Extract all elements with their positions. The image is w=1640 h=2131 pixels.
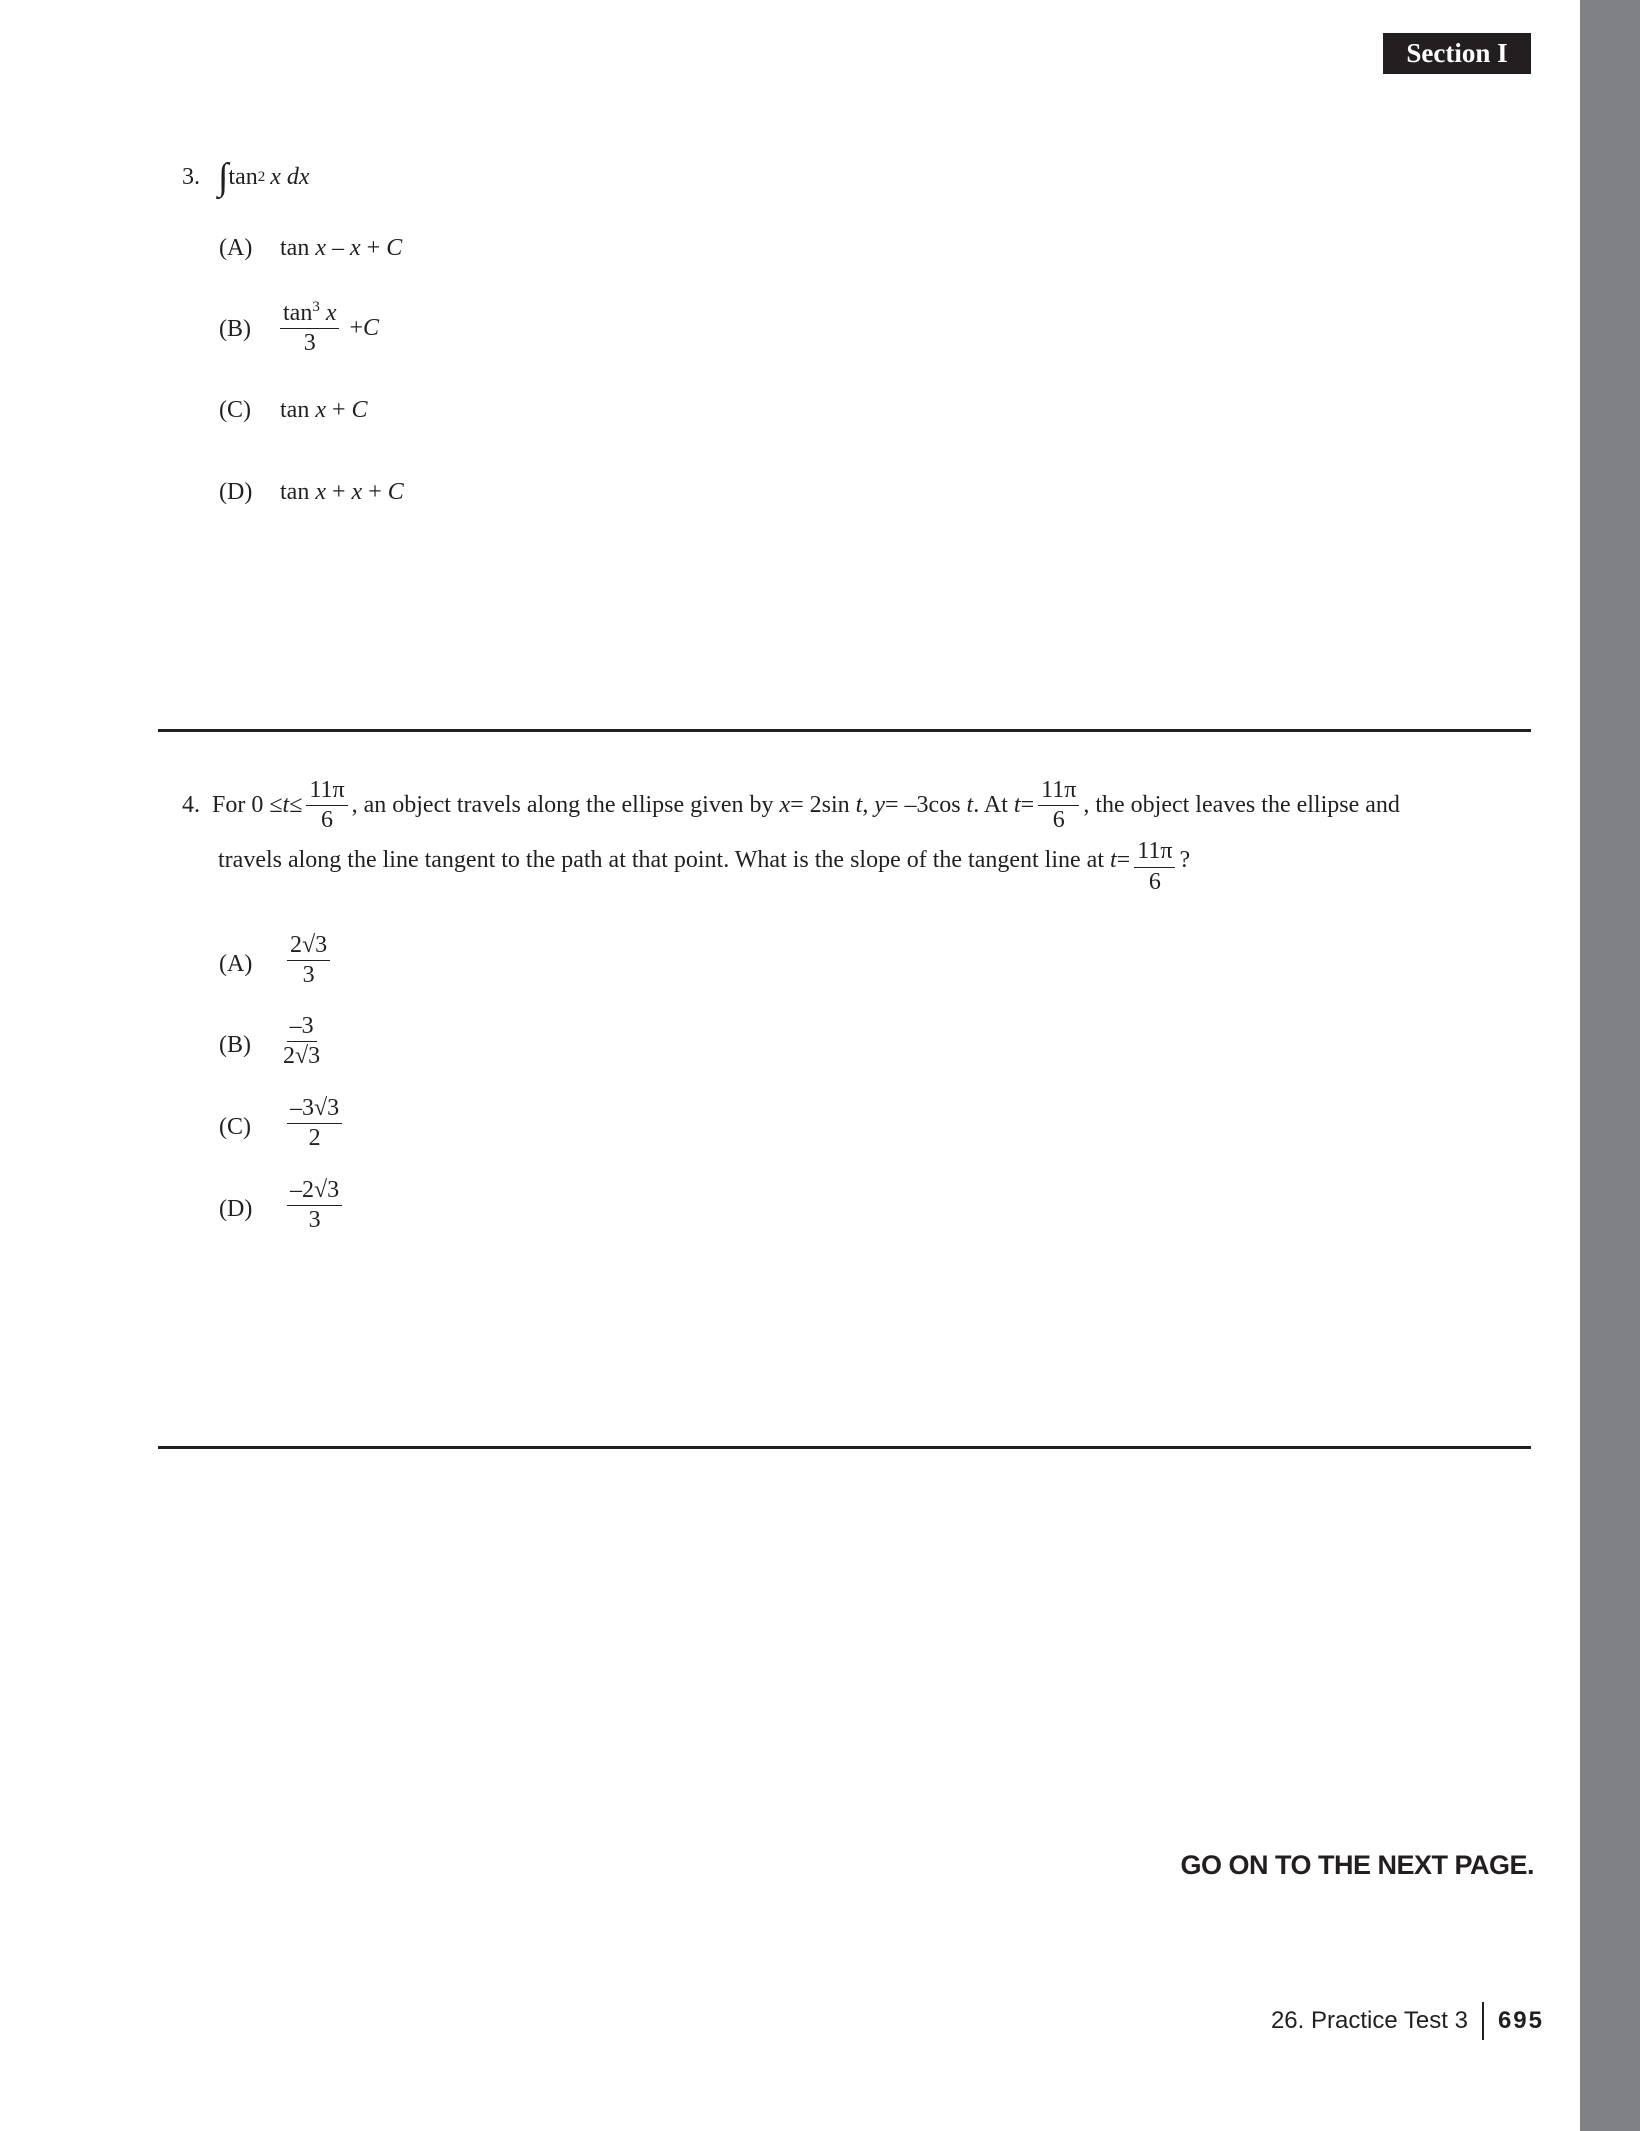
integrand: tan bbox=[228, 163, 258, 190]
option-letter: (D) bbox=[219, 479, 253, 505]
page-edge-tab bbox=[1580, 0, 1640, 2131]
option-letter: (D) bbox=[219, 1196, 253, 1222]
option-letter: (A) bbox=[219, 951, 253, 977]
question-divider bbox=[158, 729, 1531, 732]
chapter-label: 26. Practice Test 3 bbox=[1270, 2007, 1468, 2034]
go-on-notice: GO ON TO THE NEXT PAGE. bbox=[1180, 1850, 1534, 1880]
option-text: $\frac{\tan^3 x}{3}$ + C bbox=[280, 300, 379, 356]
option-text: tan x + x + C bbox=[280, 479, 404, 505]
question-number: 4. bbox=[182, 792, 200, 819]
section-label: Section I bbox=[1383, 33, 1531, 74]
question-3-stem bbox=[182, 158, 310, 196]
page-footer bbox=[1271, 2002, 1544, 2040]
exponent: 2 bbox=[257, 168, 266, 185]
integral-sign: ∫ bbox=[218, 156, 229, 198]
option-fraction: $\frac{-3}{2√3}$ bbox=[283, 1013, 321, 1070]
option-fraction: $\frac{-2√3}{3}$ bbox=[283, 1178, 346, 1233]
option-letter: (B) bbox=[219, 1032, 251, 1058]
question-number: 3. bbox=[182, 163, 200, 190]
option-letter: (A) bbox=[219, 235, 253, 261]
differential: x dx bbox=[270, 163, 310, 190]
question-divider bbox=[158, 1446, 1531, 1449]
option-fraction: $\frac{2√3}{3}$ bbox=[283, 933, 334, 988]
option-text: tan x – x + C bbox=[280, 235, 403, 261]
page-number: 695 bbox=[1497, 2007, 1544, 2034]
option-text: tan x + C bbox=[280, 397, 368, 423]
footer-divider bbox=[1482, 2002, 1484, 2040]
option-letter: (C) bbox=[219, 1114, 251, 1140]
option-letter: (B) bbox=[219, 316, 251, 342]
option-fraction: $\frac{-3√3}{2}$ bbox=[283, 1096, 346, 1151]
option-letter: (C) bbox=[219, 397, 251, 423]
question-4-stem: 4. For 0 ≤ t ≤ $\frac{11\pi}{6}$ , an object travels along the ellipse given by x = 2sin t , y = –3cos t . At t = $\frac{11\pi}{6}$ , the object leaves the ellipse and travels along the line tangent to the path at that point. What is the slope of the tangent line at t = $\frac{11\pi}{6}$ ? bbox=[182, 777, 1400, 895]
